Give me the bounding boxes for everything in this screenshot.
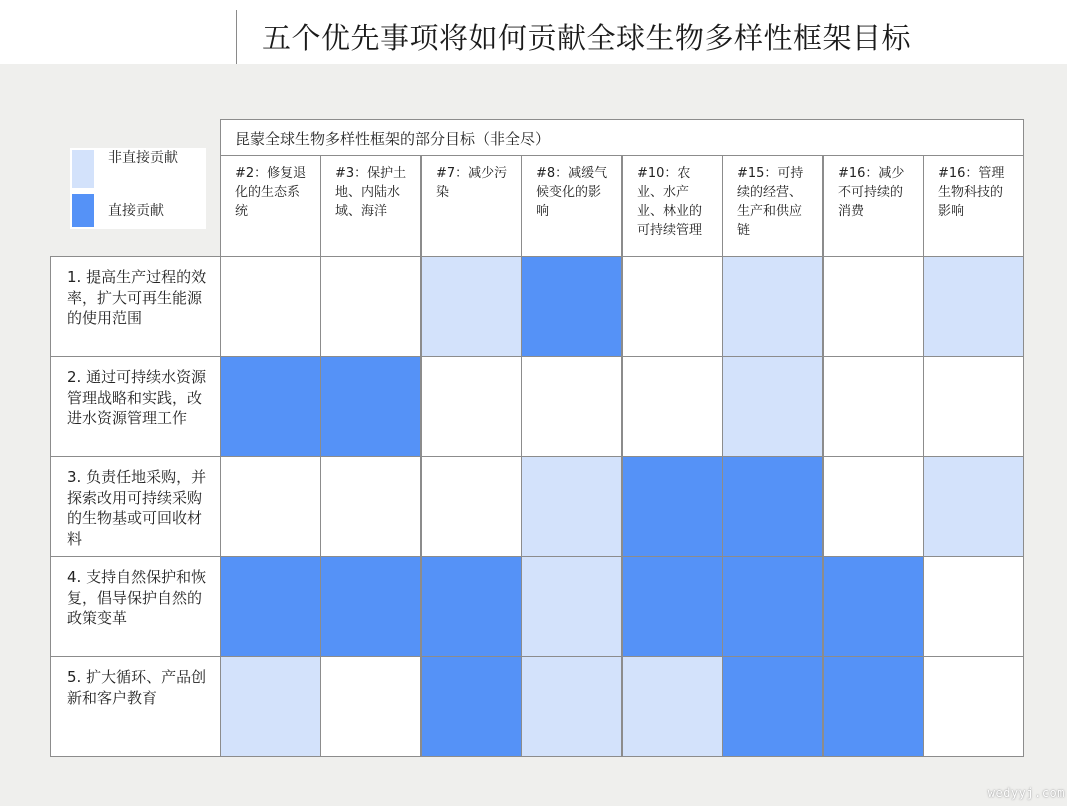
matrix-cell-none <box>421 356 522 457</box>
page-title: 五个优先事项将如何贡献全球生物多样性框架目标 <box>262 21 912 55</box>
matrix-cell-indirect <box>521 656 622 757</box>
matrix-cell-none <box>823 456 924 557</box>
matrix-cell-indirect <box>923 256 1024 357</box>
matrix-cell-indirect <box>923 456 1024 557</box>
matrix-cell-indirect <box>521 556 622 657</box>
targets-header: 昆蒙全球生物多样性框架的部分目标（非全尽） <box>220 119 1024 156</box>
column-header-6: #15：可持续的经营、生产和供应链 <box>722 155 823 257</box>
column-header-5: #10：农业、水产业、林业的可持续管理 <box>622 155 723 257</box>
matrix-cell-none <box>521 356 622 457</box>
watermark: wedyyj.com <box>987 786 1065 800</box>
matrix-cell-direct <box>722 456 823 557</box>
matrix-cell-none <box>622 356 723 457</box>
matrix-cell-direct <box>220 356 321 457</box>
matrix-cell-direct <box>320 556 421 657</box>
matrix-cell-none <box>923 356 1024 457</box>
matrix-cell-none <box>421 456 522 557</box>
matrix-cell-indirect <box>722 356 823 457</box>
matrix-cell-direct <box>823 656 924 757</box>
matrix-cell-direct <box>622 456 723 557</box>
matrix-cell-indirect <box>722 256 823 357</box>
legend-label-indirect: 非直接贡献 <box>108 150 178 166</box>
column-header-4: #8：减缓气候变化的影响 <box>521 155 622 257</box>
matrix-cell-none <box>220 456 321 557</box>
column-header-1: #2：修复退化的生态系统 <box>220 155 321 257</box>
matrix-cell-direct <box>421 656 522 757</box>
matrix-cell-none <box>220 256 321 357</box>
matrix-cell-indirect <box>220 656 321 757</box>
matrix-cell-indirect <box>622 656 723 757</box>
row-header-4: 4. 支持自然保护和恢复，倡导保护自然的政策变革 <box>50 556 221 657</box>
matrix-cell-indirect <box>421 256 522 357</box>
column-header-2: #3：保护土地、内陆水域、海洋 <box>320 155 421 257</box>
column-header-8: #16：管理生物科技的影响 <box>923 155 1024 257</box>
matrix-cell-none <box>320 456 421 557</box>
matrix-cell-none <box>923 656 1024 757</box>
matrix-cell-direct <box>722 656 823 757</box>
matrix-cell-none <box>622 256 723 357</box>
matrix-cell-none <box>923 556 1024 657</box>
matrix-cell-indirect <box>521 456 622 557</box>
column-header-7: #16：减少不可持续的消费 <box>823 155 924 257</box>
matrix-cell-direct <box>521 256 622 357</box>
legend-label-direct: 直接贡献 <box>108 203 164 219</box>
row-header-1: 1. 提高生产过程的效率，扩大可再生能源的使用范围 <box>50 256 221 357</box>
column-header-3: #7：减少污染 <box>421 155 522 257</box>
matrix-cell-none <box>320 256 421 357</box>
matrix-cell-none <box>823 356 924 457</box>
matrix-cell-none <box>823 256 924 357</box>
matrix-cell-direct <box>823 556 924 657</box>
matrix-cell-direct <box>220 556 321 657</box>
row-header-3: 3. 负责任地采购，并探索改用可持续采购的生物基或可回收材料 <box>50 456 221 557</box>
matrix-cell-direct <box>320 356 421 457</box>
row-header-2: 2. 通过可持续水资源管理战略和实践，改进水资源管理工作 <box>50 356 221 457</box>
matrix-cell-none <box>320 656 421 757</box>
matrix-cell-direct <box>722 556 823 657</box>
row-header-5: 5. 扩大循环、产品创新和客户教育 <box>50 656 221 757</box>
matrix-cell-direct <box>622 556 723 657</box>
matrix-cell-direct <box>421 556 522 657</box>
